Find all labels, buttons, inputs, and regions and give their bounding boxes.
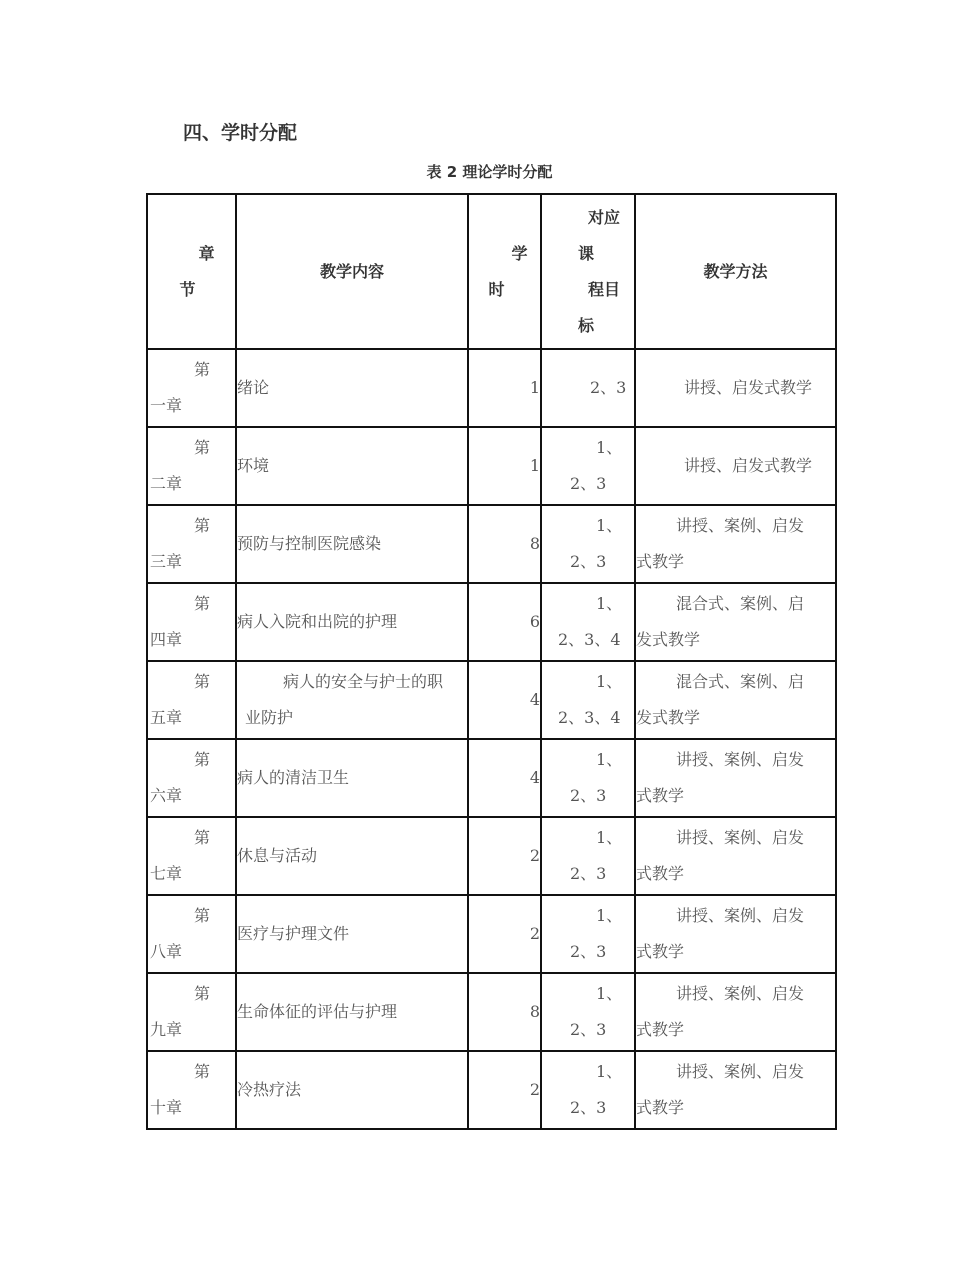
table-caption: 表 2 理论学时分配 [426,163,553,181]
hours-cell: 4 [468,661,541,739]
table-row [147,739,836,817]
hours-allocation-table [146,193,837,1130]
course-goal-cell: 1、 2、3 [541,895,635,973]
table-header-row [147,194,836,349]
content-cell: 医疗与护理文件 [236,895,468,973]
header-hours: 学 时 [468,194,541,349]
content-cell: 病人的安全与护士的职 业防护 [236,661,468,739]
header-course-goal: 对应 课 程目 标 [541,194,635,349]
chapter-cell: 第 九章 [147,973,236,1051]
course-goal-cell: 1、 2、3 [541,973,635,1051]
content-cell: 预防与控制医院感染 [236,505,468,583]
header-content: 教学内容 [236,194,468,349]
section-heading: 四、学时分配 [183,122,298,144]
hours-cell: 1 [468,349,541,427]
course-goal-cell: 1、 2、3 [541,1051,635,1129]
content-cell: 病人的清洁卫生 [236,739,468,817]
content-cell: 休息与活动 [236,817,468,895]
table-row [147,505,836,583]
method-cell: 讲授、案例、启发 式教学 [635,973,836,1051]
method-cell: 讲授、案例、启发 式教学 [635,895,836,973]
header-chapter: 章 节 [147,194,236,349]
chapter-cell: 第 二章 [147,427,236,505]
hours-cell: 2 [468,895,541,973]
content-cell: 绪论 [236,349,468,427]
table-row [147,583,836,661]
table-row [147,427,836,505]
table-row [147,661,836,739]
method-cell: 讲授、案例、启发 式教学 [635,505,836,583]
course-goal-cell: 1、 2、3 [541,505,635,583]
hours-cell: 1 [468,427,541,505]
table-row [147,973,836,1051]
table-row [147,895,836,973]
table-row [147,817,836,895]
content-cell: 冷热疗法 [236,1051,468,1129]
method-cell: 讲授、案例、启发 式教学 [635,1051,836,1129]
content-cell: 生命体征的评估与护理 [236,973,468,1051]
chapter-cell: 第 一章 [147,349,236,427]
method-cell: 讲授、案例、启发 式教学 [635,739,836,817]
course-goal-cell: 1、 2、3、4 [541,583,635,661]
hours-cell: 8 [468,973,541,1051]
chapter-cell: 第 六章 [147,739,236,817]
chapter-cell: 第 七章 [147,817,236,895]
method-cell: 讲授、案例、启发 式教学 [635,817,836,895]
course-goal-cell: 1、 2、3、4 [541,661,635,739]
chapter-cell: 第 八章 [147,895,236,973]
hours-cell: 2 [468,1051,541,1129]
table-row [147,1051,836,1129]
hours-cell: 6 [468,583,541,661]
chapter-cell: 第 三章 [147,505,236,583]
content-cell: 环境 [236,427,468,505]
course-goal-cell: 1、 2、3 [541,427,635,505]
header-method: 教学方法 [635,194,836,349]
hours-cell: 4 [468,739,541,817]
hours-cell: 2 [468,817,541,895]
method-cell: 混合式、案例、启 发式教学 [635,583,836,661]
course-goal-cell: 1、 2、3 [541,739,635,817]
chapter-cell: 第 五章 [147,661,236,739]
course-goal-cell: 2、3 [541,349,635,427]
chapter-cell: 第 十章 [147,1051,236,1129]
content-cell: 病人入院和出院的护理 [236,583,468,661]
method-cell: 混合式、案例、启 发式教学 [635,661,836,739]
method-cell: 讲授、启发式教学 [635,349,836,427]
hours-cell: 8 [468,505,541,583]
course-goal-cell: 1、 2、3 [541,817,635,895]
method-cell: 讲授、启发式教学 [635,427,836,505]
chapter-cell: 第 四章 [147,583,236,661]
table-row [147,349,836,427]
